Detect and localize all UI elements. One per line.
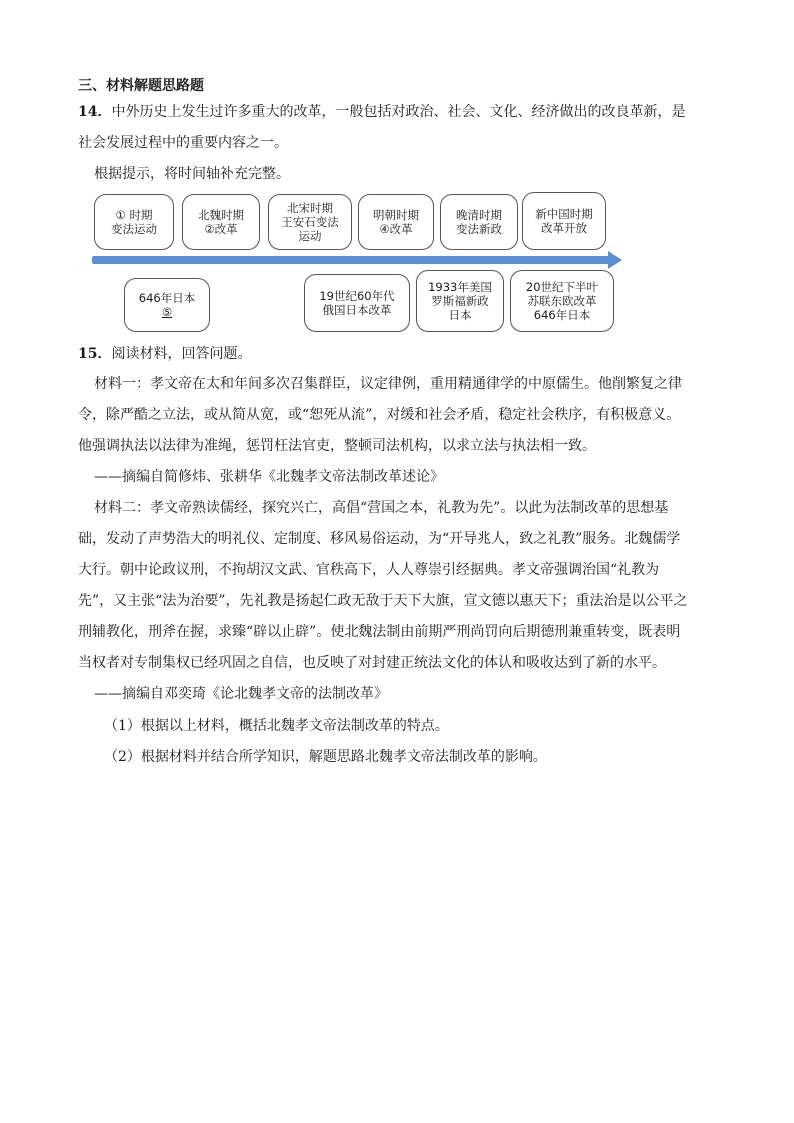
timeline-label: 苏联东欧改革: [527, 294, 597, 308]
timeline-label: 改革开放: [541, 221, 587, 235]
timeline-label: ②改革: [204, 222, 238, 236]
sub-question-1: （1）根据以上材料，概括北魏孝文帝法制改革的特点。: [104, 718, 449, 734]
q14-line1: [78, 102, 718, 122]
q14-text1: 中外历史上发生过许多重大的改革，一般包括对政治、社会、文化、经济做出的改良革新，是: [111, 104, 686, 120]
timeline-label: ④改革: [379, 222, 413, 236]
timeline-label: 日本: [448, 308, 472, 322]
q15-heading: [78, 344, 718, 364]
q15-title: 阅读材料，回答问题。: [111, 346, 252, 362]
reform-timeline: [90, 190, 620, 335]
timeline-top-item: [522, 192, 606, 250]
sub-question-2: （2）根据材料并结合所学知识，解题思路北魏孝文帝法制改革的影响。: [104, 749, 547, 765]
timeline-label: 晚清时期: [456, 208, 502, 222]
timeline-label: 明朝时期: [373, 208, 419, 222]
timeline-label: 北宋时期: [287, 201, 333, 215]
q14-line2: 社会发展过程中的重要内容之一。: [78, 135, 288, 151]
timeline-bottom-item: [510, 270, 614, 332]
timeline-label: 王安石变法: [281, 215, 339, 229]
timeline-arrow-bar: [92, 256, 612, 264]
timeline-label: 罗斯福新政: [431, 294, 489, 308]
material-line: 材料一：孝文帝在太和年间多次召集群臣，议定律例，重用精通律学的中原儒生。他削繁复之律: [94, 376, 682, 392]
material-source: ——摘编自邓奕琦《论北魏孝文帝的法制改革》: [94, 686, 388, 702]
timeline-label: 变法运动: [111, 222, 157, 236]
timeline-label: 变法新政: [456, 222, 502, 236]
material-line: 刑辅教化，刑斧在握，求臻“辟以止辟”。使北魏法制由前期严刑尚罚向后期德刑兼重转变，既表明: [78, 624, 681, 640]
timeline-bottom-item: [304, 274, 410, 332]
timeline-top-item: [358, 194, 434, 250]
timeline-label: 19世纪60年代: [319, 289, 395, 303]
material-line: 令，除严酷之立法，或从简从宽，或“恕死从流”，对缓和社会矛盾，稳定社会秩序，有积极意义。: [78, 407, 681, 423]
timeline-label: ① 时期: [115, 208, 153, 222]
timeline-bottom-item: [124, 278, 210, 332]
material-line: 础，发动了声势浩大的明礼仪、定制度、移风易俗运动，为“开导兆人，致之礼教”服务。北魏儒学: [78, 531, 681, 547]
timeline-label: 1933年美国: [428, 280, 492, 294]
timeline-label: 20世纪下半叶: [525, 280, 599, 294]
material-line: 大行。朝中论政议刑，不拘胡汉文武、官秩高下，人人尊崇引经据典。孝文帝强调治国“礼教为: [78, 562, 660, 578]
timeline-label: 俄国日本改革: [322, 303, 392, 317]
material-line: 材料二：孝文帝熟读儒经，探究兴亡，高倡“营国之本，礼教为先”。以此为法制改革的思想基: [94, 500, 669, 516]
material-line: 当权者对专制集权已经巩固之自信，也反映了对封建正统法文化的体认和吸收达到了新的水平。: [78, 655, 666, 671]
q15-number: 15．: [78, 346, 112, 362]
timeline-label: 646年日本: [533, 308, 591, 322]
material-line: 先”，又主张“法为治要”，先礼教是扬起仁政无敌于天下大旗，宣文德以惠天下；重法治是以公平之: [78, 593, 688, 609]
q14-prompt: 根据提示，将时间轴补充完整。: [94, 166, 290, 182]
timeline-top-item: [94, 194, 174, 250]
timeline-top-item: [268, 194, 352, 250]
q14-number: 14．: [78, 104, 112, 120]
material-line: 他强调执法以法律为准绳，惩罚枉法官吏，整顿司法机构，以求立法与执法相一致。: [78, 438, 596, 454]
material-source: ——摘编自简修炜、张耕华《北魏孝文帝法制改革述论》: [94, 469, 444, 485]
timeline-label: 北魏时期: [198, 208, 244, 222]
timeline-label: 运动: [298, 229, 322, 243]
timeline-bottom-item: [416, 270, 504, 332]
timeline-label: 646年日本: [138, 291, 196, 305]
timeline-top-item: [440, 194, 518, 250]
timeline-top-item: [182, 194, 260, 250]
section-title: 三、材料解题思路题: [78, 78, 204, 94]
timeline-label: ⑤: [161, 305, 173, 319]
timeline-label: 新中国时期: [535, 207, 593, 221]
timeline-arrow-head-icon: [608, 251, 622, 269]
